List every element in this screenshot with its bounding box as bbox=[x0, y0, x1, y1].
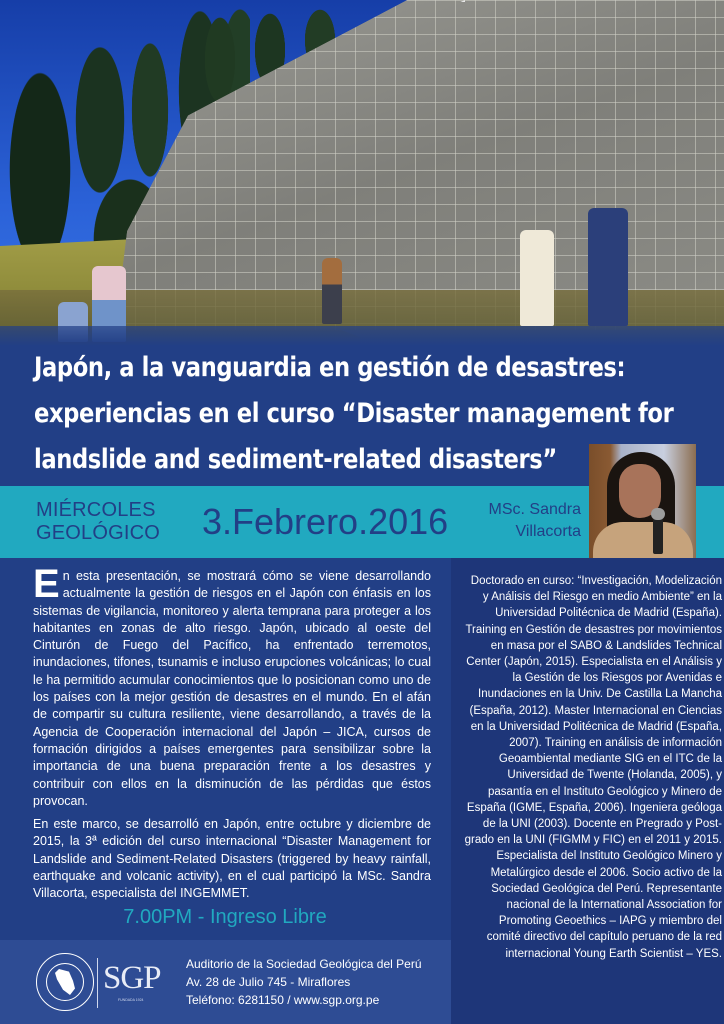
title-line-1: Japón, a la vanguardia en gestión de desastres: bbox=[34, 352, 626, 383]
speaker-line-2: Villacorta bbox=[515, 523, 581, 540]
drop-cap: E bbox=[33, 562, 60, 606]
speaker-portrait bbox=[589, 444, 696, 565]
sgp-founded: FUNDADA 1924 bbox=[118, 998, 144, 1002]
person-blue bbox=[588, 208, 628, 326]
speaker-line-1: MSc. Sandra bbox=[488, 501, 581, 518]
speaker-name bbox=[489, 499, 581, 543]
header-photo bbox=[0, 0, 724, 345]
description-text bbox=[33, 562, 431, 909]
photo-fade bbox=[0, 326, 724, 345]
paragraph-1-text: n esta presentación, se mostrará cómo se viene desarrollando actualmente la gestión de riesgos en el Japón con énfasis en los sistemas de vigilancia, monitoreo y alerta temprana para proteger a los habitantes en zonas de alto riesgo. Japón, ubicado al oeste del Cinturón de Fuego del Pacífico, ha enfrentado terremotos, inundaciones, tifones, tsunamis e incluso erupciones volcánicas; lo cual le ha permitido acumular conocimientos que lo posicionan como uno de los países con la mejor gestión de desastres en el mundo. En el afán de compartir su cultura resiliente, viene desarrollando, a través de la Agencia de Cooperación internacional del Japón – JICA, cursos de formación dirigidos a países emergentes para sensibilizar sobre la importancia de una buena preparación frente a los desastres y contribuir con ellos en la disminución de las pérdidas que éstos provocan. bbox=[33, 569, 431, 808]
series-line-2: GEOLÓGICO bbox=[36, 522, 161, 544]
title-line-3: landslide and sediment-related disasters” bbox=[34, 444, 557, 475]
paragraph-2: En este marco, se desarrolló en Japón, entre octubre y diciembre de 2015, la 3ª edición del curso internacional “Disaster Management for Landslide and Sediment-Related Disasters (triggered by heavy rainfall, earthquake and volcanic activity), en el cual participó la MSc. Sandra Villacorta, especialista del INGEMMET. bbox=[33, 817, 431, 901]
series-line-1: MIÉRCOLES bbox=[36, 499, 156, 521]
venue-address bbox=[186, 955, 422, 1009]
sgp-logo-text: SGP bbox=[103, 960, 161, 996]
microphone-icon bbox=[653, 514, 663, 554]
person-white bbox=[520, 230, 554, 326]
address-line-1: Auditorio de la Sociedad Geológica del Perú bbox=[186, 957, 422, 971]
paragraph-1 bbox=[33, 562, 431, 810]
series-name bbox=[36, 499, 160, 545]
address-line-2: Av. 28 de Julio 745 - Miraflores bbox=[186, 975, 351, 989]
time-admission: 7.00PM - Ingreso Libre bbox=[123, 906, 327, 928]
event-date: 3.Febrero.2016 bbox=[202, 501, 449, 542]
speaker-bio: Doctorado en curso: “Investigación, Modelización y Análisis del Riesgo en medio Ambiente” en la Universidad Politécnica de Madrid (España). Training en Gestión de desastres por movimientos en masa por el SABO & Landslides Technical Center (Japón, 2015). Especialista en el Análisis y la Gestión de los Riesgos por Avenidas e Inundaciones en la Univ. De Castilla La Mancha (España, 2012). Master Internacional en Ciencias en la Universidad Politécnica de Madrid (España, 2007). Training en análisis de información Geoambiental mediante SIG en el ITC de la Universidad de Twente (Holanda, 2005), y pasantía en el Instituto Geológico y Minero de España (IGME, España, 2006). Ingeniera geóloga de la UNI (2003). Docente en Pregrado y Post-grado en la UNI (FIGMM y FIC) en el 2011 y 2015. Especialista del Instituto Geológico Minero y Metalúrgico desde el 2006. Socio activo de la Sociedad Geológica del Perú. Representante nacional de la International Association for Promoting Geoethics – IAPG y miembro del comité directivo del capítulo peruano de la red internacional Young Earth Scientist – YES. bbox=[464, 575, 722, 960]
logo-divider bbox=[97, 958, 98, 1008]
address-line-3: Teléfono: 6281150 / www.sgp.org.pe bbox=[186, 993, 380, 1007]
person-center bbox=[322, 258, 342, 324]
title-line-2: experiencias en el curso “Disaster management for bbox=[34, 398, 674, 429]
